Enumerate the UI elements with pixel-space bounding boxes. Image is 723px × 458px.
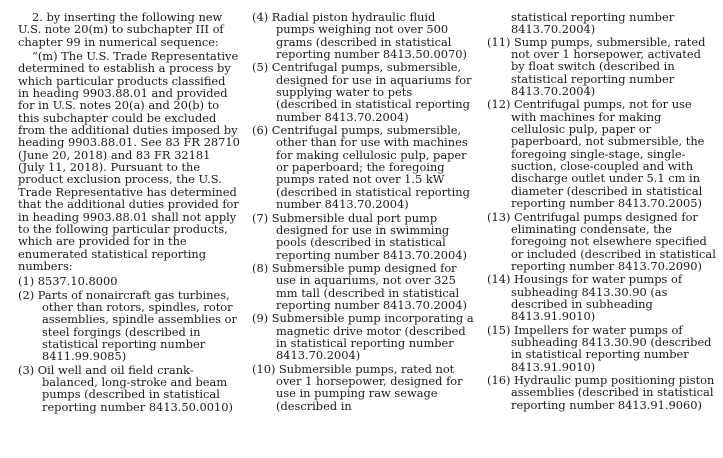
list-item: (3) Oil well and oil field crank-balanced, long-stroke and beam pumps (described in statistical reporting number 8413.50.0010) bbox=[18, 362, 233, 414]
list-item: (6) Centrifugal pumps, submersible, other than for use with machines for making cellulosic pulp, paper or paperboard; the foregoing pumps rated not over 1.5 kW (described in statistical reporting number 8413.70.2004) bbox=[252, 123, 470, 212]
note-20m-paragraph: “(m) The U.S. Trade Representative determined to establish a process by which particular products classified in heading 9903.88.01 and provided for in U.S. notes 20(a) and 20(b) to this subchapter could be excluded from the additional duties imposed by heading 9903.88.01. See 83 FR 28710 (June 20, 2018) and 83 FR 32181 (July 11, 2018). Pursuant to the product exclusion process, the U.S. Trade Representative has determined that the additional duties provided for in heading 9903.88.01 shall not apply to the following particular products, which are provided for in the enumerated statistical reporting numbers: bbox=[18, 49, 240, 273]
list-item: (11) Sump pumps, submersible, rated not over 1 horsepower, activated by float switch (described in statistical reporting number 8413.70.2004) bbox=[487, 34, 706, 99]
column-1 bbox=[18, 11, 240, 413]
list-item: (5) Centrifugal pumps, submersible, designed for use in aquariums for supplying water to pets (described in statistical reporting number 8413.70.2004) bbox=[252, 60, 472, 124]
list-item: (12) Centrifugal pumps, not for use with machines for making cellulosic pulp, paper or paperboard, not submersible, the foregoing single-stage, single-suction, close-coupled and with discharge outlet under 5.1 cm in diameter (described in statistical reporting number 8413.70.2005) bbox=[487, 97, 705, 211]
list-item: (13) Centrifugal pumps designed for eliminating condensate, the foregoing not elsewhere specified or included (described in statistical reporting number 8413.70.2090) bbox=[487, 209, 716, 273]
list-item: (8) Submersible pump designed for use in aquariums, not over 325 mm tall (described in statistical reporting number 8413.70.2004) bbox=[252, 260, 467, 312]
list-item: (7) Submersible dual port pump designed for use in swimming pools (described in statistical reporting number 8413.70.2004) bbox=[252, 210, 467, 262]
list-item: (9) Submersible pump incorporating a magnetic drive motor (described in statistical reporting number 8413.70.2004) bbox=[252, 311, 474, 363]
column-3 bbox=[487, 11, 717, 411]
list-item: (14) Housings for water pumps of subheading 8413.30.90 (as described in subheading 8413.91.9010) bbox=[487, 272, 683, 324]
list-item: (2) Parts of nonaircraft gas turbines, other than rotors, spindles, rotor assemblies, spindle assemblies or steel forgings (described in statistical reporting number 8411.99.9085) bbox=[18, 287, 237, 364]
list-item: (16) Hydraulic pump positioning piston assemblies (described in statistical reporting number 8413.91.9060) bbox=[487, 372, 715, 412]
list-item-continuation: statistical reporting number 8413.70.2004) bbox=[511, 10, 675, 37]
amendment-instruction: 2. by inserting the following new U.S. note 20(m) to subchapter III of chapter 99 in numerical sequence: bbox=[18, 10, 224, 49]
list-item: (4) Radial piston hydraulic fluid pumps weighing not over 500 grams (described in statistical reporting number 8413.50.0070) bbox=[252, 10, 467, 62]
exclusion-list bbox=[18, 275, 240, 413]
list-item: (15) Impellers for water pumps of subheading 8413.30.90 (described in statistical reporting number 8413.91.9010) bbox=[487, 322, 712, 374]
list-item: (1) 8537.10.8000 bbox=[18, 274, 118, 289]
list-item: (10) Submersible pumps, rated not over 1 horsepower, designed for use in pumping raw sewage (described in bbox=[252, 361, 463, 413]
column-2 bbox=[252, 11, 476, 412]
